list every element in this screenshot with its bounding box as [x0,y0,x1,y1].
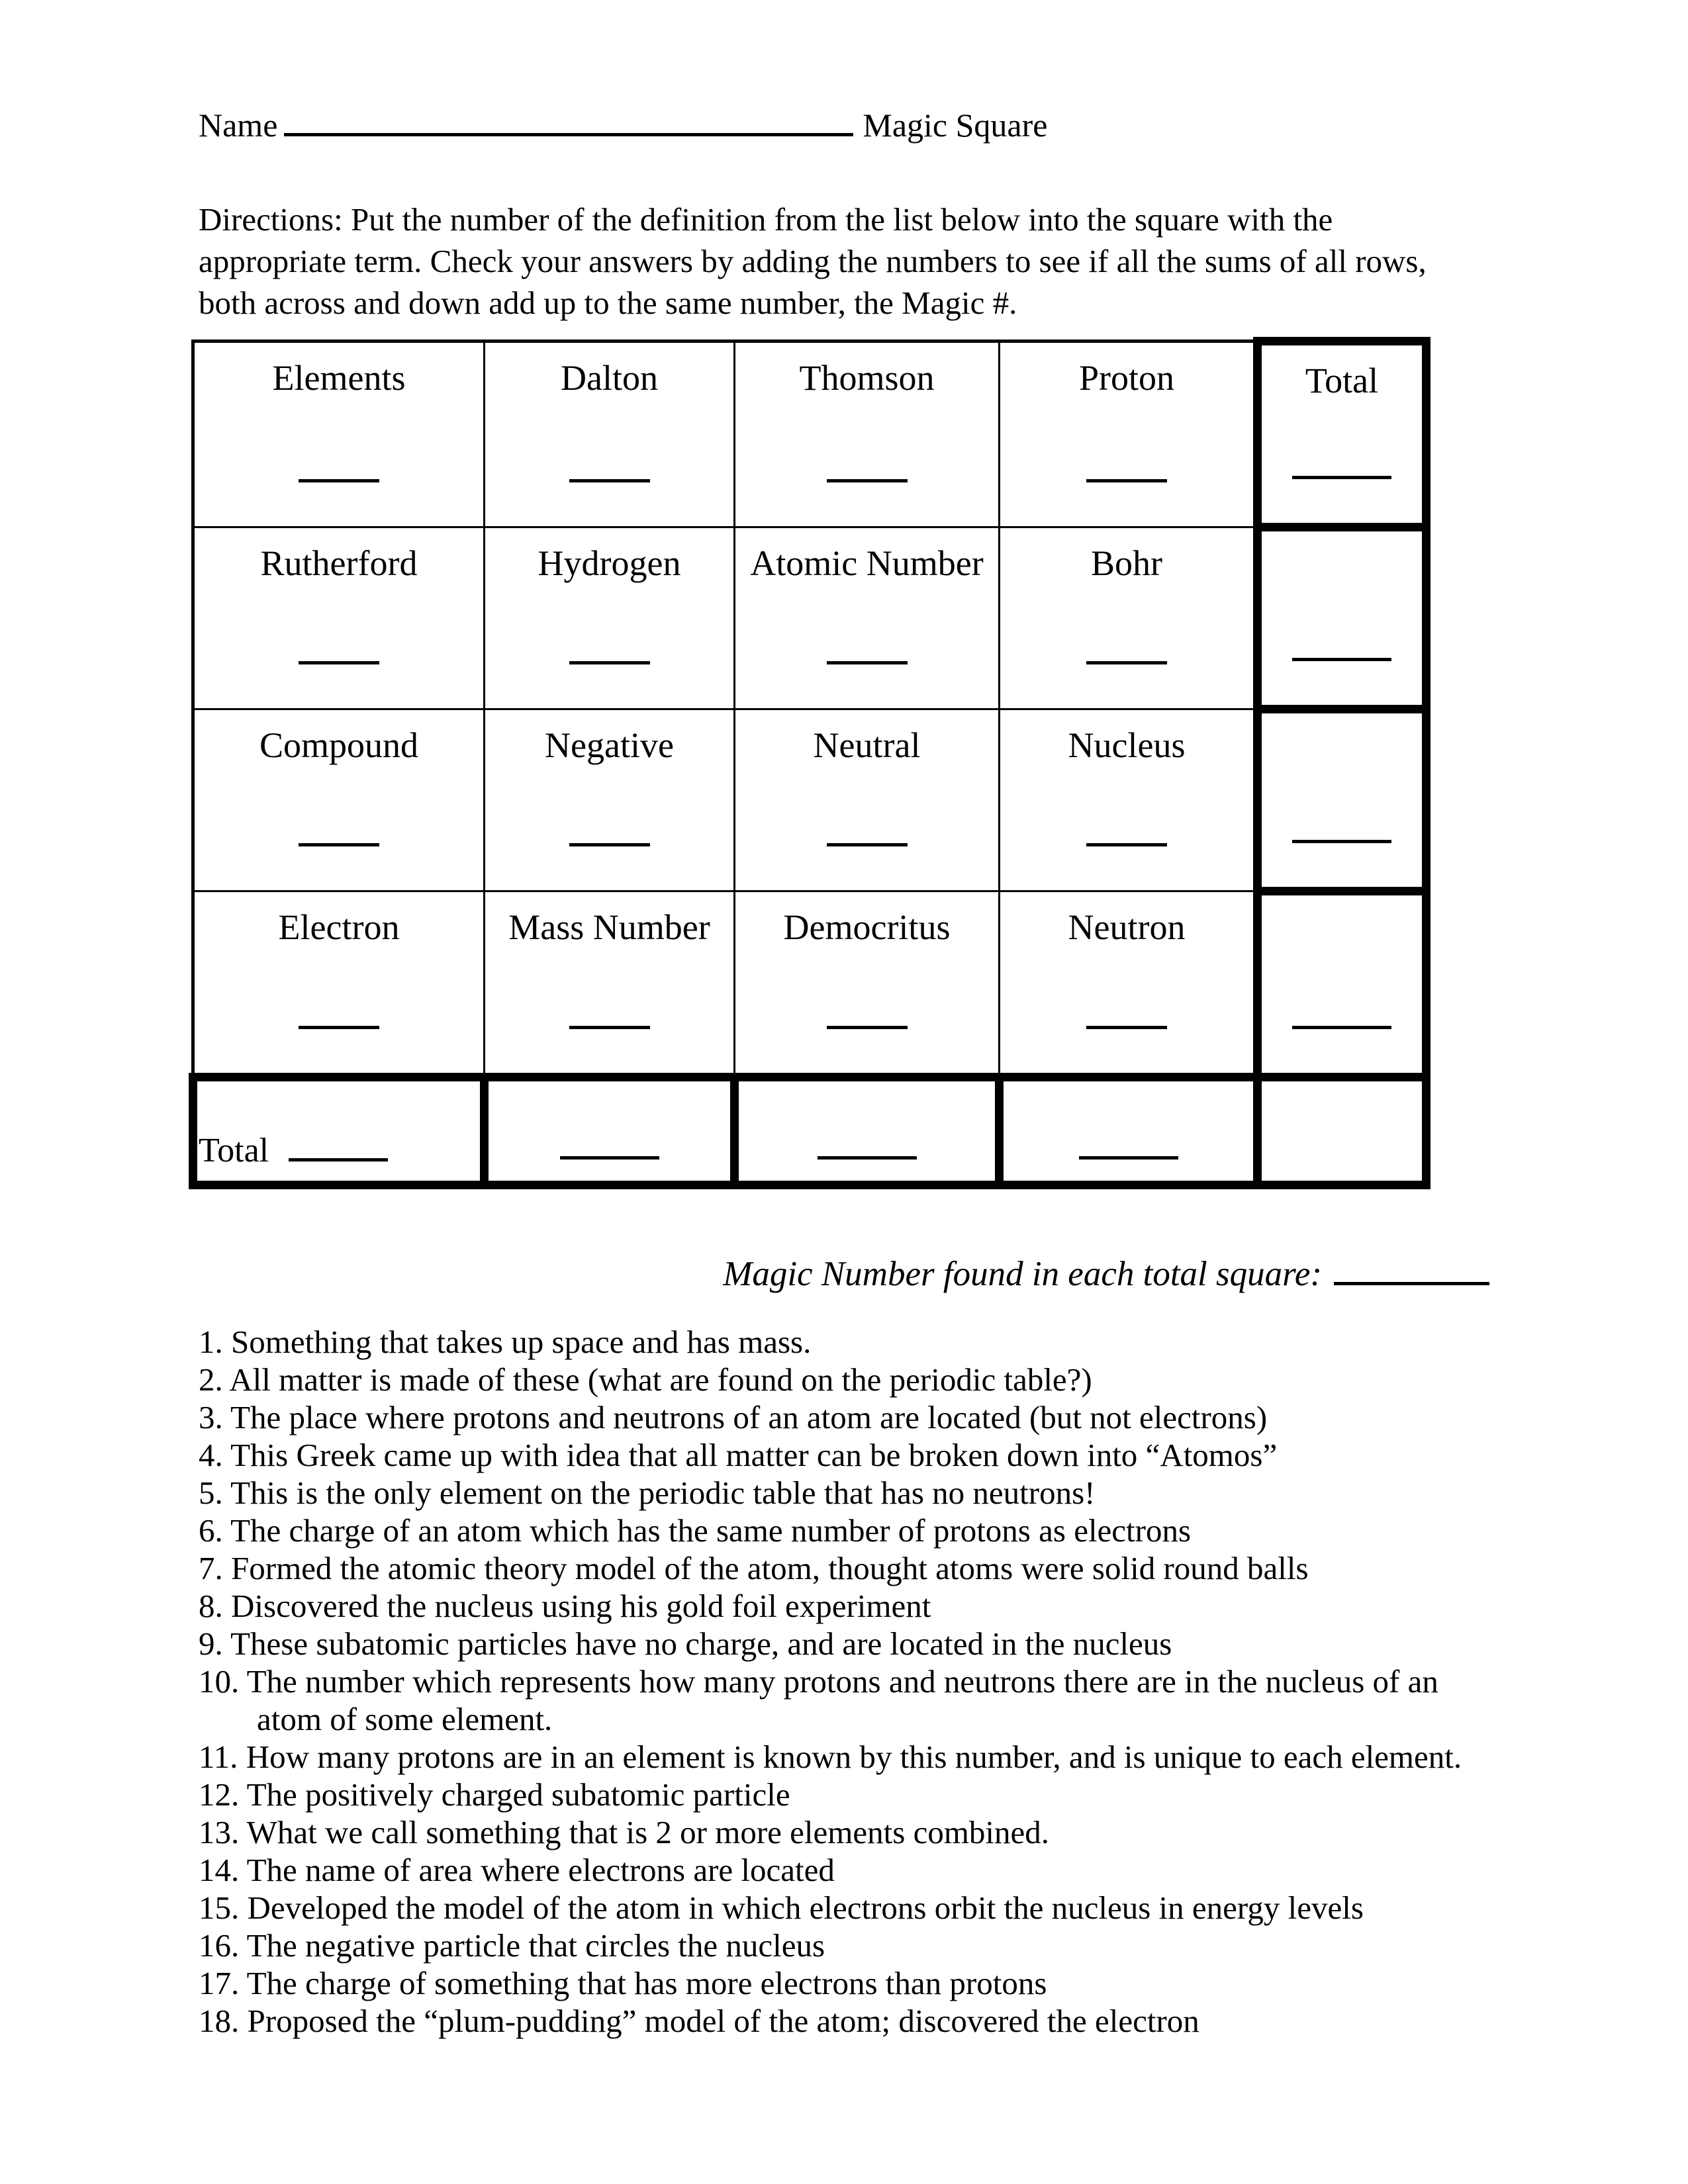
term-label: Proton [1078,358,1175,398]
magic-number-blank [1334,1279,1489,1285]
definition-number: 5. [199,1475,223,1511]
table-row [193,527,1427,709]
definition-number: 3. [199,1399,223,1435]
term-label: Nucleus [1068,725,1186,765]
term-cell [1000,341,1258,527]
definition-item [199,1964,1473,2002]
answer-blank [299,843,379,846]
magic-number-caption-row [199,1254,1489,1294]
definition-text: This Greek came up with idea that all matter can be broken down into “Atomos” [230,1437,1278,1473]
definition-number: 16. [199,1927,240,1964]
total-blank [1292,476,1391,479]
definition-number: 18. [199,2003,240,2039]
answer-blank [827,479,908,482]
total-blank [1292,840,1391,843]
definition-text: The name of area where electrons are located [246,1852,835,1888]
term-cell [193,709,485,891]
answer-blank [827,661,908,664]
definition-item [199,1474,1473,1512]
definition-item [199,1512,1473,1549]
term-label: Compound [259,725,419,765]
definition-text: Developed the model of the atom in which electrons orbit the nucleus in energy levels [247,1889,1364,1926]
answer-blank [569,1026,650,1029]
total-column-cell [1258,527,1427,709]
definition-number: 14. [199,1852,240,1888]
definition-number: 2. [199,1361,223,1398]
answer-blank [1086,843,1167,846]
definition-text: These subatomic particles have no charge, and are located in the nucleus [230,1625,1172,1662]
definition-item [199,1625,1473,1662]
answer-blank [827,1026,908,1029]
total-column-label: Total [1305,361,1379,400]
total-blank [289,1155,388,1161]
term-cell [1000,891,1258,1077]
term-label: Rutherford [260,543,418,583]
term-label: Democritus [783,907,951,947]
definition-number: 10. [199,1663,240,1700]
answer-blank [1086,661,1167,664]
definition-number: 8. [199,1588,223,1624]
definition-item [199,1549,1473,1587]
term-label: Mass Number [508,907,710,947]
term-cell [485,527,735,709]
directions-paragraph: Directions: Put the number of the definition from the list below into the square with the appropriate term. Check your answers by adding the numbers to see if all the sums of all rows, both across and down add up to the same number, the Magic #. [199,201,1427,321]
term-cell [1000,709,1258,891]
definition-item [199,2002,1473,2040]
definition-text: What we call something that is 2 or more elements combined. [246,1814,1050,1850]
term-cell [735,891,1000,1077]
term-label: Elements [272,358,406,398]
table-row [193,709,1427,891]
term-cell [485,891,735,1077]
definition-number: 7. [199,1550,223,1586]
table-row [193,341,1427,527]
term-label: Thomson [799,358,935,398]
total-blank [1292,658,1391,661]
definition-item [199,1587,1473,1625]
definition-text: Proposed the “plum-pudding” model of the atom; discovered the electron [247,2003,1199,2039]
definition-text: Something that takes up space and has mass. [231,1324,812,1360]
total-row-cell [485,1077,735,1185]
definition-text: The place where protons and neutrons of an atom are located (but not electrons) [230,1399,1268,1435]
definition-item [199,1361,1473,1398]
term-label: Electron [278,907,400,947]
definition-text: How many protons are in an element is known by this number, and is unique to each element. [246,1739,1462,1775]
definition-item [199,1776,1473,1813]
definition-text: The positively charged subatomic particle [246,1776,790,1813]
term-cell [193,341,485,527]
definition-text: The charge of an atom which has the same number of protons as electrons [230,1512,1192,1549]
definition-number: 11. [199,1739,238,1775]
definition-text: This is the only element on the periodic table that has no neutrons! [230,1475,1096,1511]
term-cell [735,341,1000,527]
name-label: Name [199,107,278,144]
total-column-cell [1258,709,1427,891]
term-label: Negative [545,725,674,765]
definition-item [199,1738,1473,1776]
definition-item [199,1436,1473,1474]
term-cell [735,527,1000,709]
answer-blank [569,843,650,846]
term-label: Hydrogen [538,543,681,583]
total-blank [1292,1026,1391,1029]
definition-item [199,1323,1473,1361]
answer-blank [299,1026,379,1029]
definition-number: 15. [199,1889,240,1926]
answer-blank [299,479,379,482]
header-row [199,106,1489,144]
definition-text: The charge of something that has more electrons than protons [246,1965,1047,2001]
total-column-cell [1258,891,1427,1077]
term-label: Neutron [1068,907,1186,947]
magic-square-table [189,337,1430,1189]
answer-blank [1086,479,1167,482]
term-label: Atomic Number [750,543,984,583]
term-cell [1000,527,1258,709]
term-label: Dalton [561,358,658,398]
name-blank-line [284,130,853,136]
total-row [193,1077,1427,1185]
definition-number: 1. [199,1324,223,1360]
total-blank [818,1156,917,1160]
definition-number: 4. [199,1437,223,1473]
definition-number: 9. [199,1625,223,1662]
term-cell [193,527,485,709]
definition-item [199,1662,1473,1738]
term-cell [485,341,735,527]
table-row [193,891,1427,1077]
definition-item [199,1813,1473,1851]
definition-text: Formed the atomic theory model of the atom, thought atoms were solid round balls [231,1550,1309,1586]
magic-number-label: Magic Number found in each total square: [723,1255,1322,1293]
definition-number: 13. [199,1814,240,1850]
definition-number: 12. [199,1776,240,1813]
term-cell [485,709,735,891]
grand-total-cell [1258,1077,1427,1185]
term-label: Bohr [1091,543,1162,583]
definition-item [199,1889,1473,1927]
total-row-label: Total [199,1132,269,1169]
total-row-label-cell [193,1077,485,1185]
answer-blank [569,479,650,482]
definition-number: 17. [199,1965,240,2001]
answer-blank [827,843,908,846]
term-cell [735,709,1000,891]
definition-text: Discovered the nucleus using his gold foil experiment [231,1588,931,1624]
definitions-list [199,1323,1473,2040]
term-cell [193,891,485,1077]
definition-text: The number which represents how many protons and neutrons there are in the nucleus of an atom of some element. [246,1663,1438,1737]
total-column-header-cell [1258,341,1427,527]
definition-item [199,1927,1473,1964]
answer-blank [1086,1026,1167,1029]
definition-text: The negative particle that circles the nucleus [246,1927,825,1964]
page-title: Magic Square [863,107,1048,144]
definition-number: 6. [199,1512,223,1549]
total-row-cell [735,1077,1000,1185]
total-blank [560,1156,659,1160]
total-blank [1079,1156,1178,1160]
definition-item [199,1851,1473,1889]
term-label: Neutral [813,725,921,765]
answer-blank [569,661,650,664]
definition-item [199,1398,1473,1436]
answer-blank [299,661,379,664]
total-row-cell [1000,1077,1258,1185]
definition-text: All matter is made of these (what are found on the periodic table?) [229,1361,1092,1398]
